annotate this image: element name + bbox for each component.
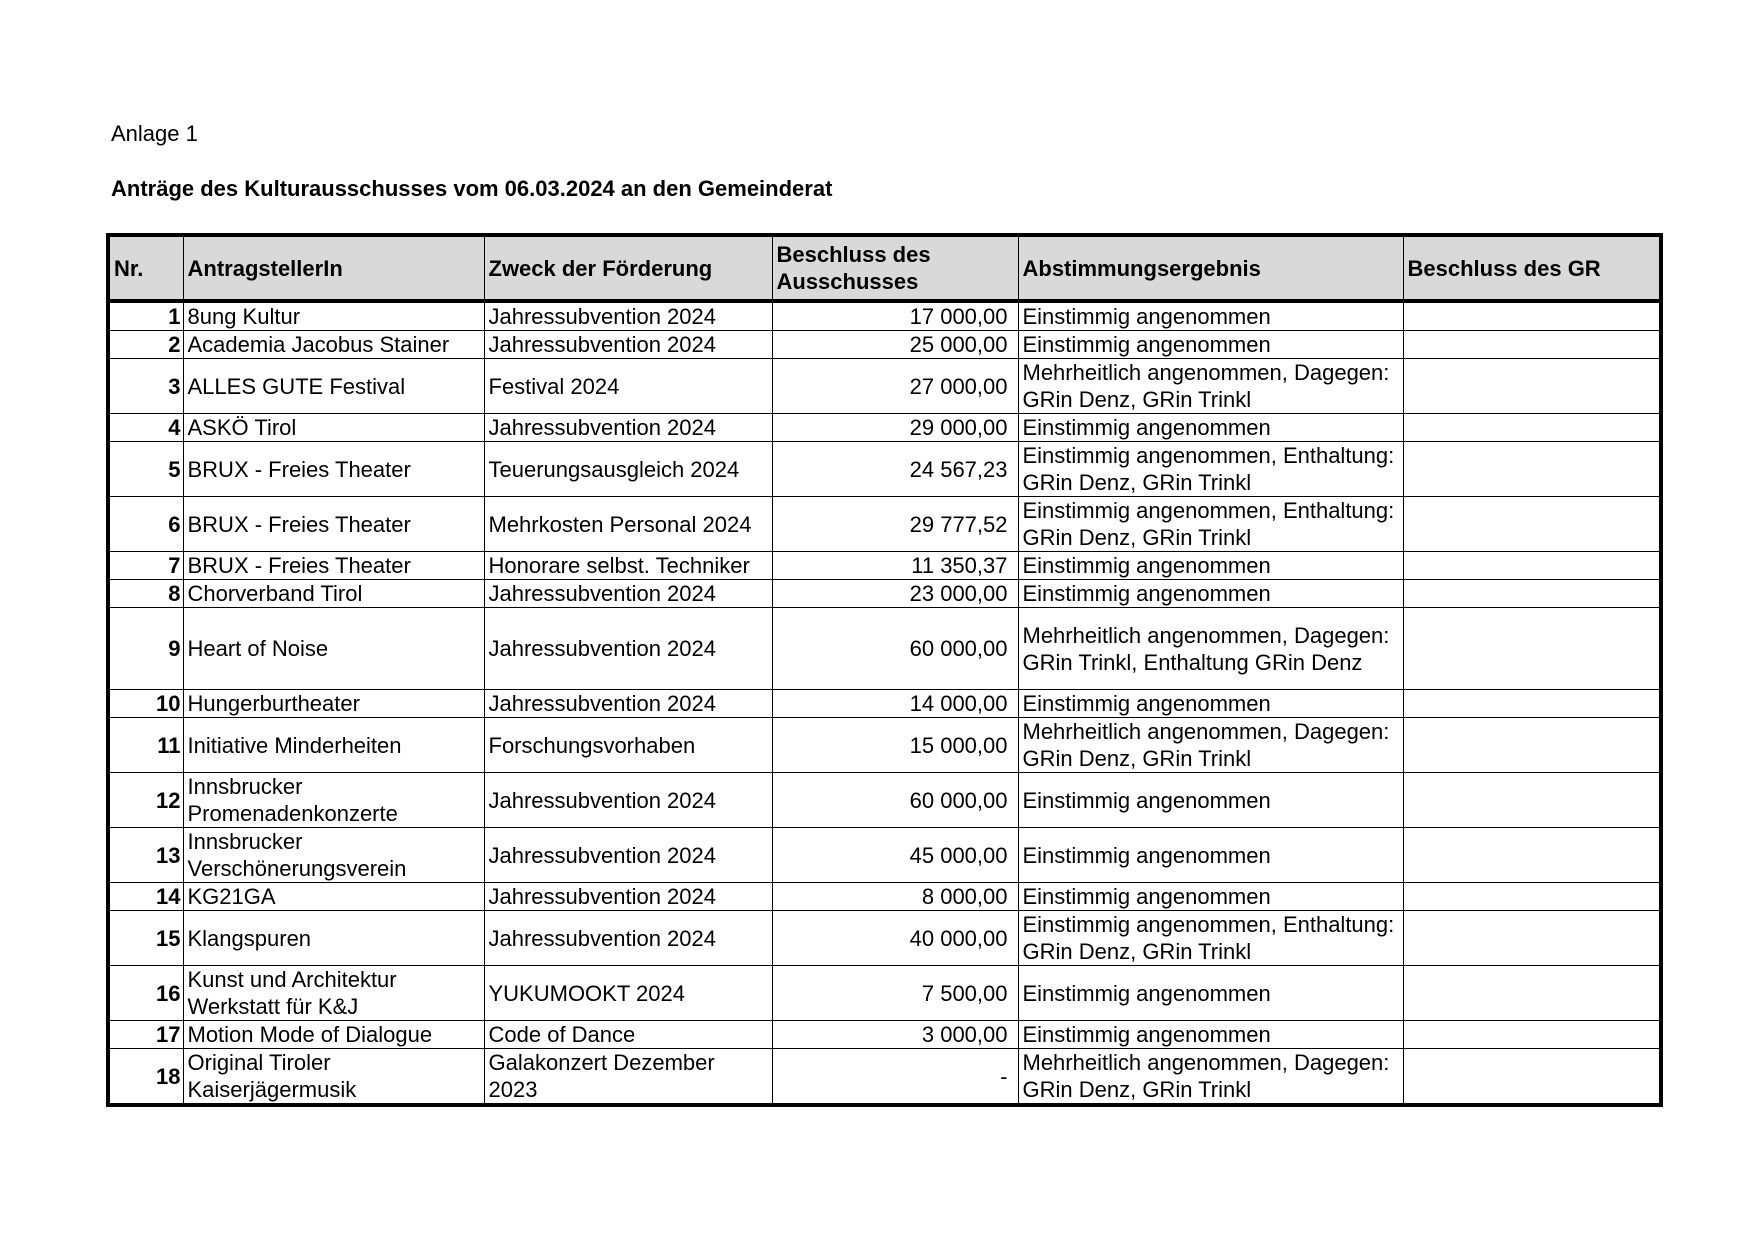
table-row bbox=[108, 966, 1661, 1021]
cell-amount: 11 350,37 bbox=[772, 552, 1018, 580]
cell-council bbox=[1403, 608, 1661, 690]
cell-nr: 18 bbox=[108, 1049, 183, 1106]
cell-vote: Einstimmig angenommen bbox=[1018, 690, 1403, 718]
cell-nr: 6 bbox=[108, 497, 183, 552]
cell-council bbox=[1403, 580, 1661, 608]
cell-purpose: Teuerungsausgleich 2024 bbox=[484, 442, 772, 497]
cell-council bbox=[1403, 442, 1661, 497]
table-header-row bbox=[108, 235, 1661, 301]
cell-applicant: Hungerburtheater bbox=[183, 690, 484, 718]
table-row bbox=[108, 1021, 1661, 1049]
cell-council bbox=[1403, 331, 1661, 359]
cell-council bbox=[1403, 301, 1661, 331]
cell-purpose: Forschungsvorhaben bbox=[484, 718, 772, 773]
cell-vote: Mehrheitlich angenommen, Dagegen: GRin Denz, GRin Trinkl bbox=[1018, 359, 1403, 414]
cell-nr: 7 bbox=[108, 552, 183, 580]
cell-purpose: Honorare selbst. Techniker bbox=[484, 552, 772, 580]
cell-amount: 15 000,00 bbox=[772, 718, 1018, 773]
table-row bbox=[108, 301, 1661, 331]
cell-applicant: Innsbrucker Verschönerungsverein bbox=[183, 828, 484, 883]
header-applicant: AntragstellerIn bbox=[183, 235, 484, 301]
cell-vote: Mehrheitlich angenommen, Dagegen: GRin Denz, GRin Trinkl bbox=[1018, 1049, 1403, 1106]
cell-vote: Mehrheitlich angenommen, Dagegen: GRin Trinkl, Enthaltung GRin Denz bbox=[1018, 608, 1403, 690]
cell-nr: 12 bbox=[108, 773, 183, 828]
cell-purpose: Jahressubvention 2024 bbox=[484, 828, 772, 883]
cell-council bbox=[1403, 690, 1661, 718]
cell-vote: Mehrheitlich angenommen, Dagegen: GRin Denz, GRin Trinkl bbox=[1018, 718, 1403, 773]
table-row bbox=[108, 442, 1661, 497]
cell-amount: 45 000,00 bbox=[772, 828, 1018, 883]
cell-council bbox=[1403, 359, 1661, 414]
cell-nr: 4 bbox=[108, 414, 183, 442]
cell-amount: - bbox=[772, 1049, 1018, 1106]
header-council-decision: Beschluss des GR bbox=[1403, 235, 1661, 301]
cell-purpose: Jahressubvention 2024 bbox=[484, 773, 772, 828]
cell-amount: 3 000,00 bbox=[772, 1021, 1018, 1049]
table-row bbox=[108, 718, 1661, 773]
header-purpose: Zweck der Förderung bbox=[484, 235, 772, 301]
cell-amount: 7 500,00 bbox=[772, 966, 1018, 1021]
cell-amount: 14 000,00 bbox=[772, 690, 1018, 718]
cell-nr: 17 bbox=[108, 1021, 183, 1049]
cell-vote: Einstimmig angenommen bbox=[1018, 1021, 1403, 1049]
cell-purpose: Galakonzert Dezember 2023 bbox=[484, 1049, 772, 1106]
cell-nr: 3 bbox=[108, 359, 183, 414]
table-row bbox=[108, 690, 1661, 718]
cell-council bbox=[1403, 883, 1661, 911]
cell-vote: Einstimmig angenommen bbox=[1018, 828, 1403, 883]
cell-purpose: Jahressubvention 2024 bbox=[484, 608, 772, 690]
cell-council bbox=[1403, 1049, 1661, 1106]
cell-nr: 16 bbox=[108, 966, 183, 1021]
cell-amount: 60 000,00 bbox=[772, 773, 1018, 828]
cell-nr: 11 bbox=[108, 718, 183, 773]
cell-amount: 40 000,00 bbox=[772, 911, 1018, 966]
cell-purpose: Jahressubvention 2024 bbox=[484, 911, 772, 966]
cell-council bbox=[1403, 497, 1661, 552]
cell-purpose: Jahressubvention 2024 bbox=[484, 414, 772, 442]
table-row bbox=[108, 414, 1661, 442]
cell-purpose: Jahressubvention 2024 bbox=[484, 331, 772, 359]
table-row bbox=[108, 828, 1661, 883]
table-row bbox=[108, 331, 1661, 359]
table-row bbox=[108, 497, 1661, 552]
cell-nr: 8 bbox=[108, 580, 183, 608]
header-nr: Nr. bbox=[108, 235, 183, 301]
header-committee-decision: Beschluss des Ausschusses bbox=[772, 235, 1018, 301]
cell-vote: Einstimmig angenommen bbox=[1018, 883, 1403, 911]
applications-table bbox=[106, 233, 1663, 1107]
document-title: Anträge des Kulturausschusses vom 06.03.2024 an den Gemeinderat bbox=[111, 176, 833, 201]
cell-vote: Einstimmig angenommen bbox=[1018, 552, 1403, 580]
cell-council bbox=[1403, 828, 1661, 883]
cell-applicant: ALLES GUTE Festival bbox=[183, 359, 484, 414]
cell-nr: 13 bbox=[108, 828, 183, 883]
cell-applicant: ASKÖ Tirol bbox=[183, 414, 484, 442]
attachment-label: Anlage 1 bbox=[111, 121, 198, 146]
cell-amount: 29 777,52 bbox=[772, 497, 1018, 552]
table-row bbox=[108, 580, 1661, 608]
table-row bbox=[108, 359, 1661, 414]
cell-applicant: Klangspuren bbox=[183, 911, 484, 966]
cell-applicant: BRUX - Freies Theater bbox=[183, 497, 484, 552]
cell-applicant: Kunst und Architektur Werkstatt für K&J bbox=[183, 966, 484, 1021]
cell-amount: 17 000,00 bbox=[772, 301, 1018, 331]
cell-council bbox=[1403, 718, 1661, 773]
header-vote: Abstimmungsergebnis bbox=[1018, 235, 1403, 301]
cell-nr: 2 bbox=[108, 331, 183, 359]
cell-vote: Einstimmig angenommen bbox=[1018, 331, 1403, 359]
cell-vote: Einstimmig angenommen bbox=[1018, 966, 1403, 1021]
cell-vote: Einstimmig angenommen, Enthaltung: GRin Denz, GRin Trinkl bbox=[1018, 911, 1403, 966]
cell-applicant: 8ung Kultur bbox=[183, 301, 484, 331]
cell-applicant: Chorverband Tirol bbox=[183, 580, 484, 608]
cell-nr: 1 bbox=[108, 301, 183, 331]
cell-council bbox=[1403, 414, 1661, 442]
cell-nr: 5 bbox=[108, 442, 183, 497]
table-row bbox=[108, 1049, 1661, 1106]
cell-applicant: Initiative Minderheiten bbox=[183, 718, 484, 773]
cell-amount: 29 000,00 bbox=[772, 414, 1018, 442]
table-row bbox=[108, 883, 1661, 911]
cell-nr: 10 bbox=[108, 690, 183, 718]
cell-applicant: Motion Mode of Dialogue bbox=[183, 1021, 484, 1049]
cell-vote: Einstimmig angenommen, Enthaltung: GRin Denz, GRin Trinkl bbox=[1018, 497, 1403, 552]
cell-council bbox=[1403, 1021, 1661, 1049]
cell-purpose: Mehrkosten Personal 2024 bbox=[484, 497, 772, 552]
cell-council bbox=[1403, 773, 1661, 828]
cell-vote: Einstimmig angenommen bbox=[1018, 580, 1403, 608]
cell-purpose: Code of Dance bbox=[484, 1021, 772, 1049]
cell-amount: 24 567,23 bbox=[772, 442, 1018, 497]
cell-purpose: Jahressubvention 2024 bbox=[484, 690, 772, 718]
cell-amount: 23 000,00 bbox=[772, 580, 1018, 608]
cell-nr: 15 bbox=[108, 911, 183, 966]
table-row bbox=[108, 552, 1661, 580]
cell-vote: Einstimmig angenommen, Enthaltung: GRin Denz, GRin Trinkl bbox=[1018, 442, 1403, 497]
cell-purpose: Jahressubvention 2024 bbox=[484, 301, 772, 331]
cell-council bbox=[1403, 911, 1661, 966]
cell-applicant: BRUX - Freies Theater bbox=[183, 442, 484, 497]
table-row bbox=[108, 773, 1661, 828]
cell-amount: 60 000,00 bbox=[772, 608, 1018, 690]
cell-applicant: Heart of Noise bbox=[183, 608, 484, 690]
cell-purpose: YUKUMOOKT 2024 bbox=[484, 966, 772, 1021]
cell-purpose: Jahressubvention 2024 bbox=[484, 580, 772, 608]
cell-applicant: Original Tiroler Kaiserjägermusik bbox=[183, 1049, 484, 1106]
cell-applicant: Innsbrucker Promenadenkonzerte bbox=[183, 773, 484, 828]
cell-applicant: Academia Jacobus Stainer bbox=[183, 331, 484, 359]
cell-council bbox=[1403, 966, 1661, 1021]
cell-vote: Einstimmig angenommen bbox=[1018, 301, 1403, 331]
table-row bbox=[108, 911, 1661, 966]
cell-vote: Einstimmig angenommen bbox=[1018, 414, 1403, 442]
cell-vote: Einstimmig angenommen bbox=[1018, 773, 1403, 828]
cell-purpose: Festival 2024 bbox=[484, 359, 772, 414]
cell-applicant: BRUX - Freies Theater bbox=[183, 552, 484, 580]
cell-nr: 14 bbox=[108, 883, 183, 911]
cell-applicant: KG21GA bbox=[183, 883, 484, 911]
cell-amount: 8 000,00 bbox=[772, 883, 1018, 911]
cell-purpose: Jahressubvention 2024 bbox=[484, 883, 772, 911]
table-row bbox=[108, 608, 1661, 690]
cell-amount: 25 000,00 bbox=[772, 331, 1018, 359]
cell-council bbox=[1403, 552, 1661, 580]
cell-nr: 9 bbox=[108, 608, 183, 690]
cell-amount: 27 000,00 bbox=[772, 359, 1018, 414]
